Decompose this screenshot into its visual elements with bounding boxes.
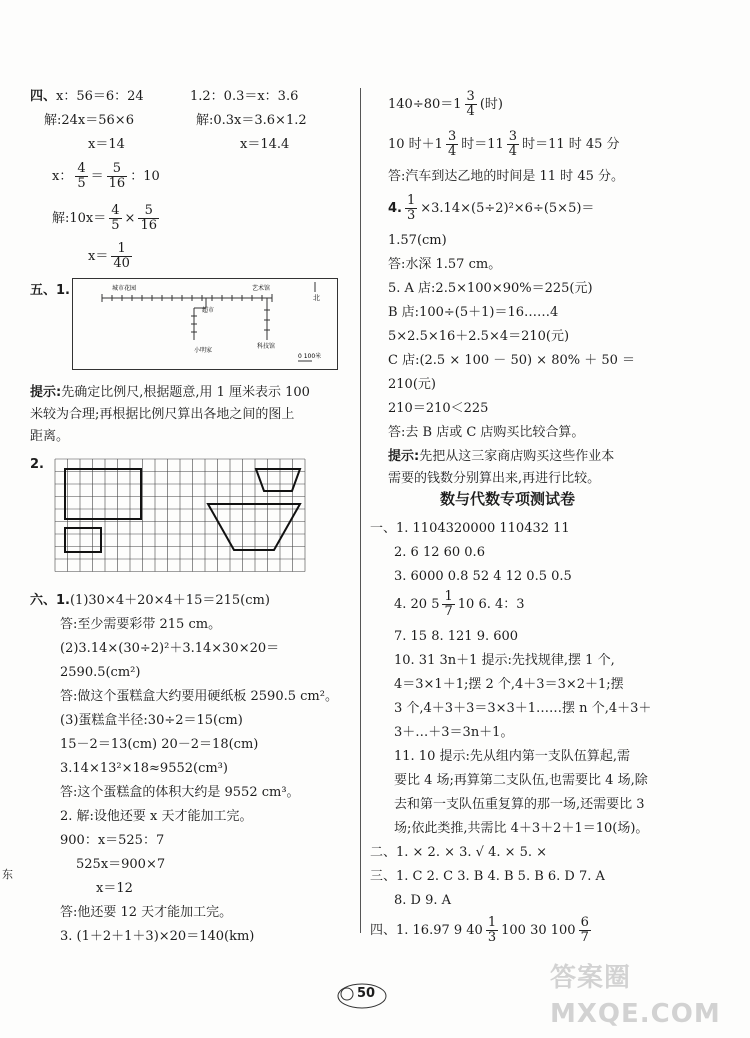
s4-line2: 解:24x＝56×6 [44, 113, 134, 128]
page-number-text: 50 [357, 986, 376, 1001]
a-line10: 11. 10 提示:先从组内第一支队伍算起,需 [394, 749, 630, 764]
r-line3: 答:汽车到达乙地的时间是 11 时 45 分。 [388, 169, 624, 184]
map-label-market: 超市 [202, 307, 215, 314]
r-line2: 10 时＋1 $\frac{3}{4}$ 时＝11 $\frac{3}{4}$ 时＝11 时 45 分 [388, 129, 620, 159]
s6-line2: 答:至少需要彩带 215 cm。 [60, 617, 222, 632]
margin-mark: 东 [2, 868, 13, 881]
a-line8: 3 个,4＋3＋3＝3×3＋1……摆 n 个,4＋3＋ [394, 701, 652, 716]
map-label-art: 艺术馆 [252, 285, 271, 292]
map-label-garden: 城市花园 [112, 285, 137, 292]
map-scale: 0 100米 [298, 353, 322, 360]
map-label-tech: 科技馆 [257, 343, 276, 350]
r-line1: 140÷80＝1 $\frac{3}{4}$ (时) [388, 89, 503, 119]
a-line7: 4＝3×1＋1;摆 2 个,4＋3＝3×2＋1;摆 [394, 677, 624, 692]
s4-line1: 四、x：56＝6：24 [30, 89, 144, 104]
a-line3: 3. 6000 0.8 52 4 12 0.5 0.5 [394, 569, 572, 584]
s6-line1: 六、1.(1)30×4＋20×4＋15＝215(cm) [30, 593, 270, 608]
s5-hint2: 米较为合理;再根据比例尺算出各地之间的图上 [30, 407, 295, 422]
s5-hint1: 提示:先确定比例尺,根据题意,用 1 厘米表示 100 [30, 385, 310, 400]
watermark: 答案圈 MXQE.COM [550, 963, 721, 1029]
a-line5: 7. 15 8. 121 9. 600 [394, 629, 519, 644]
column-divider [360, 88, 361, 933]
a-line4: 4. 20 5 $\frac{1}{7}$ 10 6. 4：3 [394, 589, 525, 619]
s5-q2-label: 2. [30, 457, 44, 472]
r-line6: 答:水深 1.57 cm。 [388, 257, 502, 272]
a-line12: 去和第一支队伍重复算的那一场,还需要比 3 [394, 797, 645, 812]
r-line5: 1.57(cm) [388, 233, 447, 248]
s6-line11: 900：x＝525：7 [60, 833, 165, 848]
s6-line9: 答:这个蛋糕盒的体积大约是 9552 cm³。 [60, 785, 300, 800]
s5-label: 五、1. [30, 283, 70, 298]
r-line14: 提示:先把从这三家商店购买这些作业本 [388, 449, 615, 464]
d-line1: 四、1. 16.97 9 40 $\frac{1}{3}$ 100 30 100 $\frac{6}{7}$ [370, 915, 589, 945]
s6-line13: x＝12 [96, 881, 133, 896]
s6-line4: 2590.5(cm²) [60, 665, 141, 680]
a-line11: 要比 4 场;再算第二支队伍,也需要比 4 场,除 [394, 773, 648, 788]
a-line9: 3＋…＋3＝3n＋1。 [394, 725, 514, 740]
map-label-home: 小明家 [194, 347, 213, 354]
a-line1: 一、1. 1104320000 110432 11 [370, 521, 570, 536]
s6-line12: 525x＝900×7 [76, 857, 166, 872]
s6-line5: 答:做这个蛋糕盒大约要用硬纸板 2590.5 cm²。 [60, 689, 338, 704]
a-line13: 场;依此类推,共需比 4＋3＋2＋1＝10(场)。 [394, 821, 649, 836]
s4-q3-solution: 解:10x＝ $\frac{4}{5}$ × $\frac{5}{16}$ [52, 203, 157, 233]
s6-line6: (3)蛋糕盒半径:30÷2＝15(cm) [60, 713, 243, 728]
s5-hint3: 距离。 [30, 429, 70, 444]
s6-line7: 15－2＝13(cm) 20－2＝18(cm) [60, 737, 259, 752]
s4-line2b: 解:0.3x＝3.6×1.2 [196, 113, 307, 128]
a-line2: 2. 6 12 60 0.6 [394, 545, 485, 560]
b-line1: 二、1. × 2. × 3. √ 4. × 5. × [370, 845, 548, 860]
s6-line10: 2. 解:设他还要 x 天才能加工完。 [60, 809, 253, 824]
r-line8: B 店:100÷(5＋1)＝16……4 [388, 305, 559, 320]
s4-line3: x＝14 [88, 137, 125, 152]
s4-line3b: x＝14.4 [240, 137, 290, 152]
section-title: 数与代数专项测试卷 [440, 490, 576, 508]
grid-figure [52, 456, 312, 574]
r-line7: 5. A 店:2.5×100×90%＝225(元) [388, 281, 593, 296]
r-line13: 答:去 B 店或 C 店购买比较合算。 [388, 425, 585, 440]
s6-line15: 3. (1＋2＋1＋3)×20＝140(km) [60, 929, 255, 944]
r-line12: 210＝210＜225 [388, 401, 489, 416]
page-number [335, 980, 389, 1014]
map-north-label: 北 [313, 294, 320, 302]
s4-q3: x： $\frac{4}{5}$ ＝ $\frac{5}{16}$ ：10 [52, 161, 160, 191]
r-line4: 4. $\frac{1}{3}$ ×3.14×(5÷2)²×6÷(5×5)＝ [388, 193, 595, 223]
map-diagram [72, 278, 338, 370]
s6-line8: 3.14×13²×18≈9552(cm³) [60, 761, 228, 776]
r-line9: 5×2.5×16＋2.5×4＝210(元) [388, 329, 570, 344]
c-line1: 三、1. C 2. C 3. B 4. B 5. B 6. D 7. A [370, 869, 605, 884]
s6-line3: (2)3.14×(30÷2)²＋3.14×30×20＝ [60, 641, 280, 656]
s4-line1b: 1.2：0.3＝x：3.6 [190, 89, 299, 104]
r-line11: 210(元) [388, 377, 436, 392]
s6-line14: 答:他还要 12 天才能加工完。 [60, 905, 233, 920]
r-line15: 需要的钱数分别算出来,再进行比较。 [388, 471, 601, 486]
r-line10: C 店:(2.5 × 100 － 50) × 80% ＋ 50 ＝ [388, 353, 636, 368]
s4-q3-answer: x＝ $\frac{1}{40}$ [88, 241, 130, 271]
c-line2: 8. D 9. A [394, 893, 452, 908]
a-line6: 10. 31 3n＋1 提示:先找规律,摆 1 个, [394, 653, 615, 668]
